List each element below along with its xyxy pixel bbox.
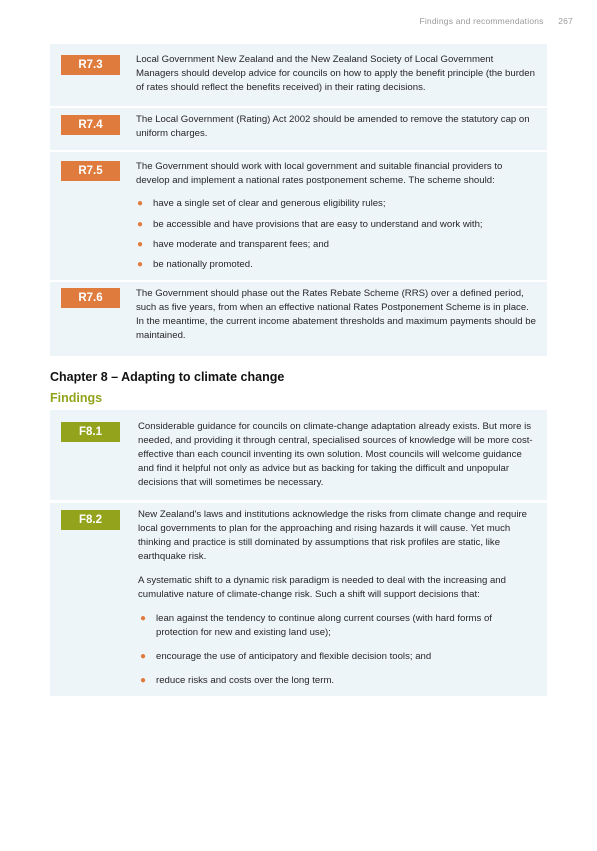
divider [50, 106, 547, 108]
list-item-text: lean against the tendency to continue along current courses (with hard forms of protection for new and existing land use); [156, 613, 492, 638]
recommendation-badge-r7-3: R7.3 [61, 55, 120, 75]
list-item [140, 674, 536, 688]
list-item-text: have a single set of clear and generous eligibility rules; [153, 198, 386, 209]
bullet-icon: ● [137, 219, 144, 230]
bullet-icon: ● [137, 259, 144, 270]
divider [50, 150, 547, 152]
list-item-text: be nationally promoted. [153, 259, 253, 270]
finding-text-f8-1: Considerable guidance for councils on climate-change adaptation already exists. But more is needed, and providing it through central, specialised sources of knowledge will be more cost-effective than each council inventing its own solution. Most councils will welcome guidance and find it helpful not only as advice but as backing for taking the difficult and unpopular decisions that will sometimes be necessary. [138, 421, 533, 488]
list-item-text: reduce risks and costs over the long term. [156, 675, 335, 686]
bullet-icon: ● [140, 651, 147, 662]
recommendation-text-r7-4: The Local Government (Rating) Act 2002 should be amended to remove the statutory cap on uniform charges. [136, 114, 530, 139]
recommendation-badge-r7-4: R7.4 [61, 115, 120, 135]
recommendation-badge-r7-6: R7.6 [61, 288, 120, 308]
section-title: Findings [50, 391, 103, 405]
running-header [419, 16, 573, 26]
recommendation-text-r7-6: The Government should phase out the Rates Rebate Scheme (RRS) over a defined period, such as five years, from when an effective national Rates Postponement Scheme is in place. In the meantime, the current income abatement thresholds and maximum payments should be maintained. [136, 288, 536, 341]
list-item-text: encourage the use of anticipatory and flexible decision tools; and [156, 651, 432, 662]
finding-text-f8-2: New Zealand's laws and institutions acknowledge the risks from climate change and require local governments to plan for the approaching and rising hazards it will cause. Yet much thinking and practice is still dominated by assumptions that risk profiles are static, like earthquake risk. [138, 509, 527, 562]
recommendation-text-r7-3: Local Government New Zealand and the New Zealand Society of Local Government Managers should develop advice for councils on how to apply the benefit principle (the burden of rates should reflect the benefits received) in their rating decisions. [136, 54, 535, 93]
bullet-icon: ● [140, 613, 147, 624]
list-item [140, 612, 536, 640]
bullet-icon: ● [137, 198, 144, 209]
list-item-text: be accessible and have provisions that are easy to understand and work with; [153, 219, 483, 230]
divider [50, 280, 547, 282]
list-item [137, 238, 533, 252]
list-item [137, 218, 533, 232]
page-number: 267 [558, 16, 573, 26]
finding-badge-f8-2: F8.2 [61, 510, 120, 530]
recommendation-badge-r7-5: R7.5 [61, 161, 120, 181]
list-item [140, 650, 536, 664]
running-title: Findings and recommendations [419, 16, 544, 26]
finding-text-f8-2-continued: A systematic shift to a dynamic risk paradigm is needed to deal with the increasing and cumulative nature of climate-change risk. Such a shift will support decisions that: [138, 575, 506, 600]
chapter-title: Chapter 8 – Adapting to climate change [50, 370, 285, 384]
bullet-icon: ● [140, 675, 147, 686]
bullet-icon: ● [137, 239, 144, 250]
list-item [137, 258, 533, 272]
finding-badge-f8-1: F8.1 [61, 422, 120, 442]
recommendation-text-r7-5: The Government should work with local government and suitable financial providers to develop and implement a national rates postponement scheme. The scheme should: [136, 161, 503, 186]
list-item-text: have moderate and transparent fees; and [153, 239, 330, 250]
list-item [137, 197, 533, 211]
